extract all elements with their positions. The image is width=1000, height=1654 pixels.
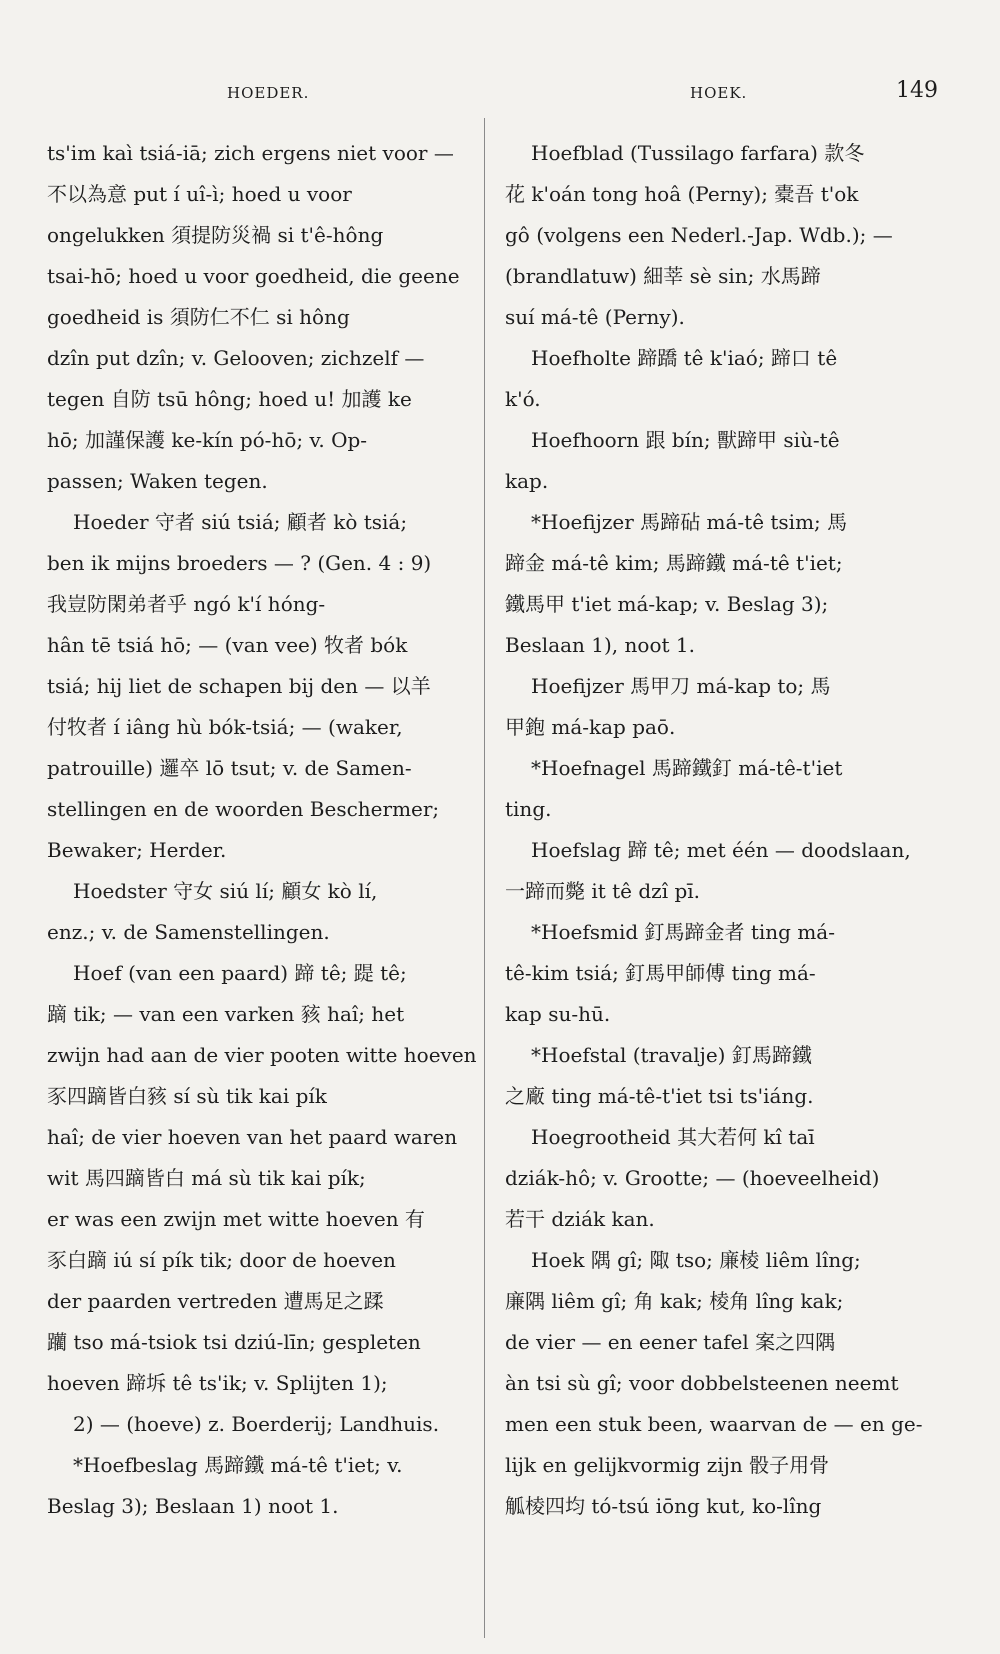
text-line: passen; Waken tegen. — [47, 469, 268, 493]
text-line: 不以為意 put í uî-ì; hoed u voor — [47, 182, 352, 206]
right-column — [505, 133, 933, 1527]
text-line: 鐵馬甲 t'iet má-kap; v. Beslag 3); — [505, 592, 829, 616]
text-line: *Hoefnagel 馬蹄鐵釘 má-tê-t'iet — [531, 756, 843, 780]
text-line: ts'im kaì tsiá-iā; zich ergens niet voor — — [47, 141, 454, 165]
text-line: hoeven 蹄坼 tê ts'ik; v. Splijten 1); — [47, 1371, 388, 1395]
header-right-word: HOEK. — [690, 84, 748, 102]
text-line: kap. — [505, 469, 549, 493]
text-line: (brandlatuw) 細莘 sè sin; 水馬蹄 — [505, 264, 821, 288]
text-line: k'ó. — [505, 387, 541, 411]
text-line: Hoek 隅 gî; 陬 tso; 廉棱 liêm lîng; — [531, 1248, 861, 1272]
text-line: dzîn put dzîn; v. Gelooven; zichzelf — — [47, 346, 425, 370]
text-line: 廉隅 liêm gî; 角 kak; 棱角 lîng kak; — [505, 1289, 844, 1313]
text-line: tegen 自防 tsū hông; hoed u! 加護 ke — [47, 387, 412, 411]
text-line: hân tē tsiá hō; — (van vee) 牧者 bók — [47, 633, 408, 657]
text-line: Hoefijzer 馬甲刀 má-kap to; 馬 — [531, 674, 831, 698]
text-line: goedheid is 須防仁不仁 si hông — [47, 305, 350, 329]
text-line: Beslaan 1), noot 1. — [505, 633, 695, 657]
text-line: Bewaker; Herder. — [47, 838, 227, 862]
text-line: 付牧者 í iâng hù bók-tsiá; — (waker, — [47, 715, 403, 739]
page-number: 149 — [896, 78, 938, 103]
text-line: 豕白蹢 iú sí pík tik; door de hoeven — [47, 1248, 396, 1272]
header-left-word: HOEDER. — [227, 84, 310, 102]
column-divider — [484, 118, 485, 1638]
text-line: 躪 tso má-tsiok tsi dziú-līn; gespleten — [47, 1330, 421, 1354]
text-line: dziák-hô; v. Grootte; — (hoeveelheid) — [505, 1166, 880, 1190]
text-line: 豕四蹢皆白豥 sí sù tik kai pík — [47, 1084, 327, 1108]
text-line: gô (volgens een Nederl.-Jap. Wdb.); — — [505, 223, 893, 247]
text-line: lijk en gelijkvormig zijn 骰子用骨 — [505, 1453, 830, 1477]
text-line: 若干 dziák kan. — [505, 1207, 655, 1231]
text-line: Hoef (van een paard) 蹄 tê; 踶 tê; — [73, 961, 407, 985]
text-line: 花 k'oán tong hoâ (Perny); 橐吾 t'ok — [505, 182, 859, 206]
text-line: Hoefslag 蹄 tê; met één — doodslaan, — [531, 838, 911, 862]
text-line: kap su-hū. — [505, 1002, 611, 1026]
text-line: Hoegrootheid 其大若何 kî taī — [531, 1125, 815, 1149]
text-line: haî; de vier hoeven van het paard waren — [47, 1125, 458, 1149]
text-line: *Hoefsmid 釘馬蹄金者 ting má- — [531, 920, 835, 944]
text-line: de vier — en eener tafel 案之四隅 — [505, 1330, 836, 1354]
text-line: 之廠 ting má-tê-t'iet tsi ts'iáng. — [505, 1084, 814, 1108]
text-line: 蹄金 má-tê kim; 馬蹄鐵 má-tê t'iet; — [505, 551, 843, 575]
left-column — [47, 133, 477, 1527]
text-line: 我豈防閑弟者乎 ngó k'í hóng- — [47, 592, 326, 616]
text-line: *Hoefijzer 馬蹄砧 má-tê tsim; 馬 — [531, 510, 848, 534]
running-header — [0, 78, 1000, 108]
text-line: 2) — (hoeve) z. Boerderij; Landhuis. — [73, 1412, 440, 1436]
text-line: Hoefblad (Tussilago farfara) 款冬 — [531, 141, 865, 165]
text-line: 觚棱四均 tó-tsú iōng kut, ko-lîng — [505, 1494, 822, 1518]
text-line: àn tsi sù gî; voor dobbelsteenen neemt — [505, 1371, 899, 1395]
text-line: tsiá; hij liet de schapen bij den — 以羊 — [47, 674, 431, 698]
text-line: stellingen en de woorden Beschermer; — [47, 797, 440, 821]
text-line: Hoedster 守女 siú lí; 顧女 kò lí, — [73, 879, 378, 903]
text-line: men een stuk been, waarvan de — en ge- — [505, 1412, 923, 1436]
text-line: patrouille) 邏卒 lō tsut; v. de Samen- — [47, 756, 412, 780]
text-line: *Hoefstal (travalje) 釘馬蹄鐵 — [531, 1043, 812, 1067]
text-line: *Hoefbeslag 馬蹄鐵 má-tê t'iet; v. — [73, 1453, 403, 1477]
text-line: der paarden vertreden 遭馬足之蹂 — [47, 1289, 384, 1313]
text-line: Hoefhoorn 跟 bín; 獸蹄甲 siù-tê — [531, 428, 840, 452]
text-line: suí má-tê (Perny). — [505, 305, 685, 329]
text-line: ting. — [505, 797, 552, 821]
text-line: hō; 加謹保護 ke-kín pó-hō; v. Op- — [47, 428, 368, 452]
text-line: tsai-hō; hoed u voor goedheid, die geene — [47, 264, 460, 288]
text-line: ben ik mijns broeders — ? (Gen. 4 : 9) — [47, 551, 432, 575]
text-line: enz.; v. de Samenstellingen. — [47, 920, 330, 944]
text-line: 蹢 tik; — van een varken 豥 haî; het — [47, 1002, 405, 1026]
text-line: zwijn had aan de vier pooten witte hoeven — [47, 1043, 477, 1067]
text-line: er was een zwijn met witte hoeven 有 — [47, 1207, 425, 1231]
text-line: 甲鉋 má-kap paō. — [505, 715, 676, 739]
text-line: Hoeder 守者 siú tsiá; 顧者 kò tsiá; — [73, 510, 408, 534]
text-line: ongelukken 須提防災禍 si t'ê-hông — [47, 223, 384, 247]
text-line: Hoefholte 蹄蹻 tê k'iaó; 蹄口 tê — [531, 346, 838, 370]
text-line: tê-kim tsiá; 釘馬甲師傅 ting má- — [505, 961, 816, 985]
text-line: wit 馬四蹢皆白 má sù tik kai pík; — [47, 1166, 366, 1190]
text-line: Beslag 3); Beslaan 1) noot 1. — [47, 1494, 339, 1518]
text-line: 一蹄而斃 it tê dzî pī. — [505, 879, 701, 903]
